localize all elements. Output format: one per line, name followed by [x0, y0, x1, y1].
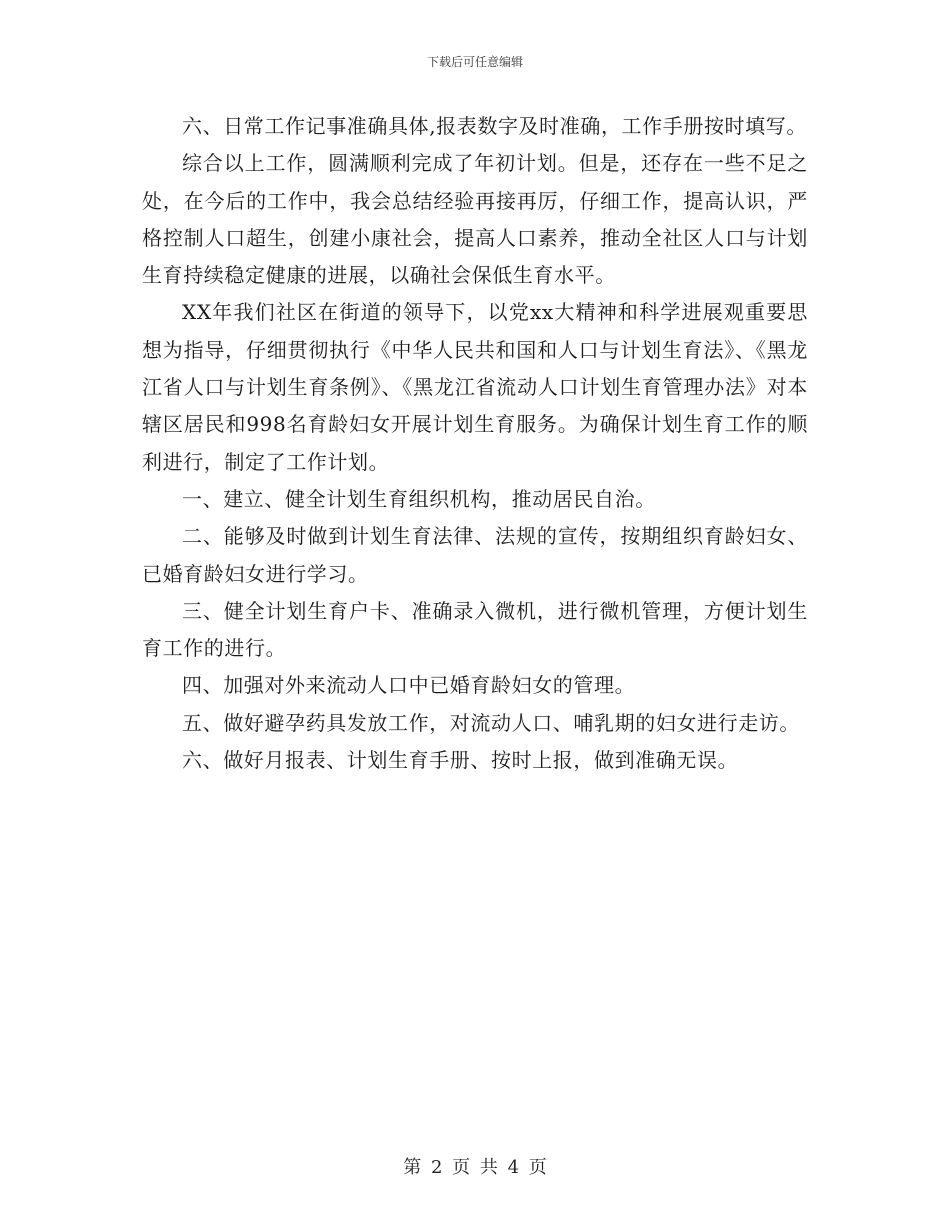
paragraph: 三、健全计划生育户卡、准确录入微机，进行微机管理，方便计划生育工作的进行。 — [142, 598, 808, 661]
document-body — [142, 108, 808, 779]
paragraph: 二、能够及时做到计划生育法律、法规的宣传，按期组织育龄妇女、已婚育龄妇女进行学习。 — [142, 524, 808, 586]
paragraph: 四、加强对外来流动人口中已婚育龄妇女的管理。 — [182, 673, 636, 698]
paragraph: 综合以上工作，圆满顺利完成了年初计划。但是，还存在一些不足之处，在今后的工作中，我会总结经验再接再厉，仔细工作，提高认识，严格控制人口超生，创建小康社会，提高人口素养，推动全社区人口与计划生育持续稳定健康的进展，以确社会保低生育水平。 — [142, 151, 808, 288]
paragraph: XX年我们社区在街道的领导下，以党xx大精神和科学进展观重要思想为指导，仔细贯彻执行《中华人民共和国和人口与计划生育法》、《黑龙江省人口与计划生育条例》、《黑龙江省流动人口计划生育管理办法》对本辖区居民和998名育龄妇女开展计划生育服务。为确保计划生育工作的顺利进行，制定了工作计划。 — [142, 300, 808, 474]
page-header: 下载后可任意编辑 — [426, 55, 523, 69]
paragraph: 六、日常工作记事准确具体,报表数字及时准确，工作手册按时填写。 — [182, 114, 807, 138]
paragraph: 六、做好月报表、计划生育手册、按时上报，做到准确无误。 — [182, 748, 739, 773]
paragraph: 五、做好避孕药具发放工作，对流动人口、哺乳期的妇女进行走访。 — [182, 710, 800, 735]
paragraph: 一、建立、健全计划生育组织机构，推动居民自治。 — [182, 486, 656, 511]
page-number: 第 2 页 共 4 页 — [403, 1157, 547, 1178]
